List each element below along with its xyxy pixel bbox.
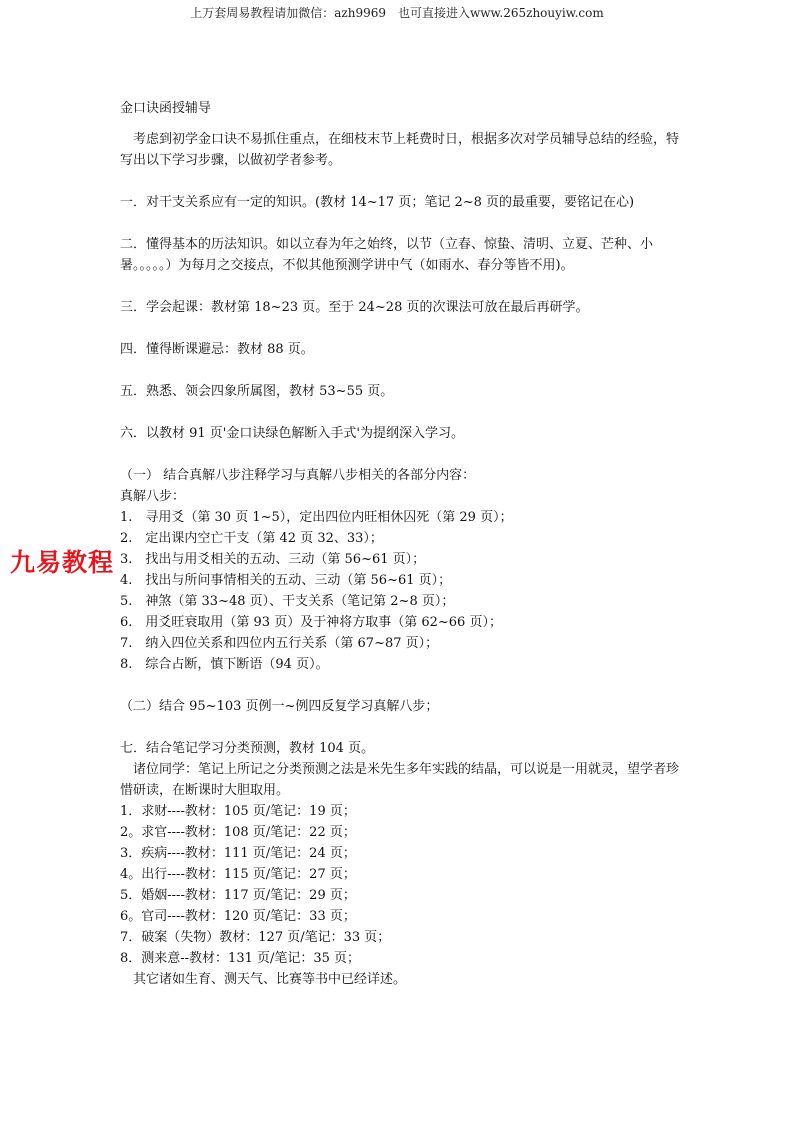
list-item: 1. 寻用爻（第 30 页 1~5），定出四位内旺相休囚死（第 29 页）；	[120, 510, 513, 525]
step-6: 六．以教材 91 页'金口诀绿色解断入手式'为提纲深入学习。	[120, 426, 464, 441]
category-list	[120, 801, 690, 969]
list-item: 5．婚姻----教材：117 页/笔记：29 页；	[120, 888, 356, 903]
list-item: 6。官司----教材：120 页/笔记：33 页；	[120, 909, 356, 924]
step-7-heading: 七．结合笔记学习分类预测，教材 104 页。	[120, 741, 375, 756]
eight-steps-list	[120, 507, 690, 675]
closing-paragraph: 其它诸如生育、测天气、比赛等书中已经详述。	[120, 972, 407, 987]
step-7-note: 诸位同学：笔记上所记之分类预测之法是米先生多年实践的结晶，可以说是一用就灵，望学者珍惜研读，在断课时大胆取用。	[120, 762, 680, 798]
watermark-logo: 九易教程	[10, 548, 115, 577]
list-item: 7. 纳入四位关系和四位内五行关系（第 67~87 页）；	[120, 636, 439, 651]
page-header: 上万套周易教程请加微信：azh9969 也可直接进入www.265zhouyiw.com	[190, 6, 604, 20]
list-item: 1．求财----教材：105 页/笔记：19 页；	[120, 804, 356, 819]
list-item: 2. 定出课内空亡干支（第 42 页 32、33）；	[120, 531, 383, 546]
document-body	[120, 98, 690, 990]
part1-subheading: 真解八步：	[120, 489, 186, 504]
list-item: 4。出行----教材：115 页/笔记：27 页；	[120, 867, 356, 882]
list-item: 7．破案（失物）教材：127 页/笔记：33 页；	[120, 930, 391, 945]
step-3: 三．学会起课：教材第 18~23 页。至于 24~28 页的次课法可放在最后再研学。	[120, 300, 589, 315]
list-item: 2。求官----教材：108 页/笔记：22 页；	[120, 825, 356, 840]
part2-paragraph: （二）结合 95~103 页例一~例四反复学习真解八步；	[120, 699, 439, 714]
step-5: 五．熟悉、领会四象所属图，教材 53~55 页。	[120, 384, 394, 399]
list-item: 4. 找出与所问事情相关的五动、三动（第 56~61 页）；	[120, 573, 452, 588]
list-item: 3. 找出与用爻相关的五动、三动（第 56~61 页）；	[120, 552, 426, 567]
step-4: 四．懂得断课避忌：教材 88 页。	[120, 342, 314, 357]
list-item: 8．测来意--教材：131 页/笔记：35 页；	[120, 951, 361, 966]
list-item: 8. 综合占断，慎下断语（94 页）。	[120, 657, 329, 672]
step-2: 二．懂得基本的历法知识。如以立春为年之始终，以节（立春、惊蛰、清明、立夏、芒种、小暑。。。。。）为每月之交接点，不似其他预测学讲中气（如雨水、春分等皆不用)。	[120, 237, 654, 273]
list-item: 3．疾病----教材：111 页/笔记：24 页；	[120, 846, 356, 861]
list-item: 6. 用爻旺衰取用（第 93 页）及于神将方取事（第 62~66 页）；	[120, 615, 502, 630]
list-item: 5. 神煞（第 33~48 页）、干支关系（笔记第 2~8 页）；	[120, 594, 455, 609]
step-1: 一．对干支关系应有一定的知识。(教材 14~17 页；笔记 2~8 页的最重要，要铭记在心)	[120, 195, 635, 210]
document-title: 金口诀函授辅导	[120, 101, 212, 116]
part1-heading: （一） 结合真解八步注释学习与真解八步相关的各部分内容：	[120, 468, 476, 483]
intro-paragraph: 考虑到初学金口诀不易抓住重点，在细枝末节上耗费时日，根据多次对学员辅导总结的经验，特写出以下学习步骤，以做初学者参考。	[120, 132, 680, 168]
